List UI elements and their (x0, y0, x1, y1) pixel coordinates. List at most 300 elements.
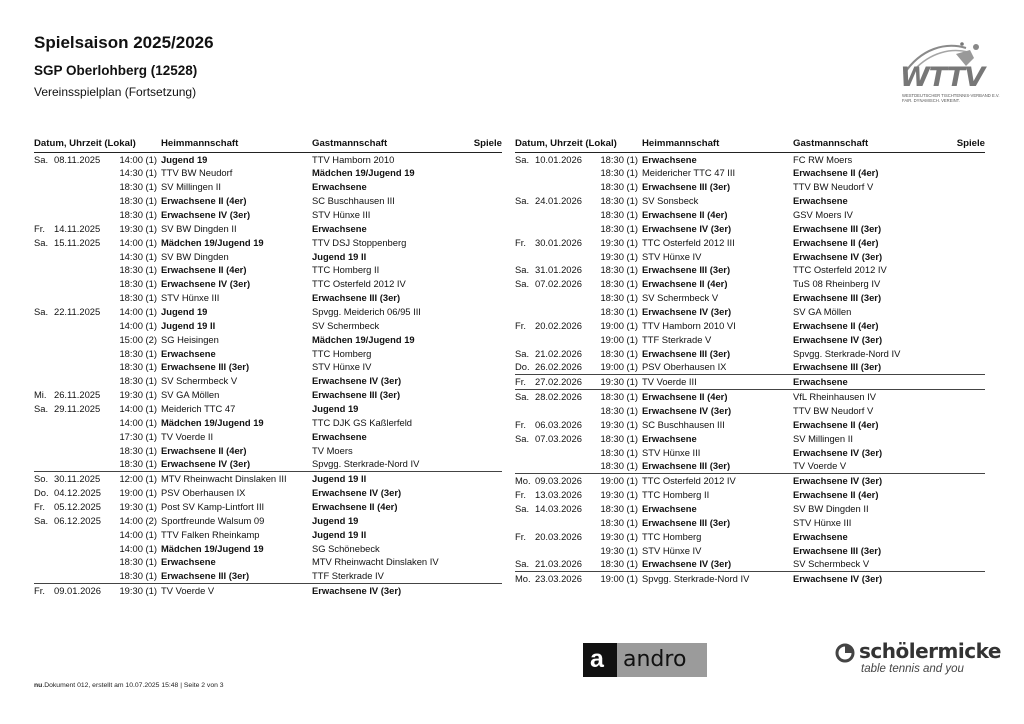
date-cell (535, 544, 587, 558)
date-cell: 30.01.2026 (535, 236, 582, 248)
games-cell (467, 152, 502, 166)
table-row (34, 430, 502, 444)
time-cell: 14:00 (2) (119, 514, 157, 526)
home-team-cell: STV Hünxe III (642, 446, 701, 458)
weekday-cell (515, 180, 535, 194)
time-cell: 18:30 (1) (119, 181, 157, 193)
wttv-logo-letters: WTTV (900, 62, 985, 93)
date-cell (535, 404, 587, 418)
guest-team-cell: TuS 08 Rheinberg IV (793, 278, 881, 290)
home-team-cell: Erwachsene II (4er) (642, 278, 728, 290)
date-cell (535, 291, 587, 305)
andro-mark-letter: a (590, 645, 604, 673)
date-cell: 10.01.2026 (535, 152, 587, 166)
home-team-cell: PSV Oberhausen IX (161, 487, 246, 499)
date-cell: 20.02.2026 (535, 319, 582, 331)
time-cell: 19:30 (1) (106, 584, 161, 598)
games-cell (948, 530, 985, 544)
date-cell (54, 180, 106, 194)
guest-team-cell: SV Schermbeck (312, 319, 380, 331)
weekday-cell: Sa. (515, 195, 530, 207)
time-cell: 18:30 (1) (600, 516, 638, 528)
games-cell (948, 180, 985, 194)
games-cell (467, 180, 502, 194)
home-team-cell: SV Schermbeck V (161, 375, 238, 387)
table-row (515, 208, 985, 222)
guest-team-cell: Erwachsene (312, 181, 367, 193)
time-cell: 18:30 (1) (587, 390, 642, 404)
weekday-cell: Sa. (515, 390, 535, 404)
table-row (34, 263, 502, 277)
home-team-cell: SV Schermbeck V (642, 292, 719, 304)
date-cell (54, 194, 106, 208)
home-team-cell: SG Heisingen (161, 333, 219, 345)
guest-team-cell: Erwachsene IV (3er) (793, 250, 883, 262)
guest-team-cell: Jugend 19 II (312, 472, 467, 486)
games-cell (467, 277, 502, 291)
home-team-cell: Jugend 19 (161, 152, 312, 166)
guest-team-cell: SV GA Möllen (793, 305, 852, 317)
games-cell (948, 446, 985, 460)
home-team-cell: SV GA Möllen (161, 389, 220, 401)
guest-team-cell: Erwachsene III (3er) (312, 389, 401, 401)
club-name: SGP Oberlohberg (12528) (34, 63, 198, 78)
time-cell: 14:00 (1) (119, 416, 157, 428)
home-team-cell: Erwachsene IV (3er) (161, 208, 251, 220)
date-cell: 07.02.2026 (535, 278, 582, 290)
time-cell: 18:30 (1) (600, 432, 638, 444)
weekday-cell (34, 166, 54, 180)
col-date-header: Datum, Uhrzeit (Lokal) (34, 137, 161, 152)
weekday-cell (34, 374, 54, 388)
guest-team-cell: Jugend 19 II (312, 250, 367, 262)
table-row (34, 250, 502, 264)
table-row (34, 402, 502, 416)
weekday-cell (34, 416, 54, 430)
home-team-cell: Erwachsene IV (3er) (642, 404, 732, 416)
home-team-cell: Spvgg. Sterkrade-Nord IV (642, 572, 793, 586)
games-cell (948, 418, 985, 432)
games-cell (467, 444, 502, 458)
date-cell: 09.03.2026 (535, 474, 587, 488)
table-row (515, 319, 985, 333)
guest-team-cell: Jugend 19 II (312, 528, 367, 540)
games-cell (948, 152, 985, 166)
guest-team-cell: Erwachsene (793, 375, 948, 390)
date-cell: 27.02.2026 (535, 375, 587, 390)
guest-team-cell: Erwachsene IV (3er) (793, 446, 883, 458)
home-team-cell: Erwachsene III (3er) (642, 181, 731, 193)
date-cell: 24.01.2026 (535, 195, 582, 207)
table-row (515, 488, 985, 502)
date-cell (54, 319, 106, 333)
weekday-cell: Fr. (34, 222, 45, 234)
date-cell (54, 555, 106, 569)
date-cell: 23.03.2026 (535, 572, 587, 586)
guest-team-cell: TTV DSJ Stoppenberg (312, 236, 407, 248)
season-title: Spielsaison 2025/2026 (34, 33, 214, 52)
date-cell: 09.01.2026 (54, 584, 106, 598)
guest-team-cell: Erwachsene (793, 195, 848, 207)
table-row (34, 180, 502, 194)
table-header-row (34, 137, 502, 152)
date-cell (54, 444, 106, 458)
table-row (515, 557, 985, 571)
table-row (515, 516, 985, 530)
home-team-cell: Erwachsene (642, 152, 793, 166)
games-cell (948, 360, 985, 374)
col-home-header: Heimmannschaft (161, 137, 312, 152)
home-team-cell: Erwachsene II (4er) (642, 208, 728, 220)
table-row (34, 457, 502, 471)
weekday-cell (34, 430, 54, 444)
table-row (34, 360, 502, 374)
games-cell (467, 236, 502, 250)
games-cell (948, 474, 985, 488)
games-cell (467, 555, 502, 569)
weekday-cell: Fr. (515, 375, 535, 390)
weekday-cell (515, 459, 535, 473)
guest-team-cell: Erwachsene III (3er) (793, 222, 882, 234)
table-row (34, 569, 502, 583)
games-cell (948, 375, 985, 390)
guest-team-cell: TTC Osterfeld 2012 IV (793, 264, 887, 276)
guest-team-cell: TTV BW Neudorf V (793, 404, 874, 416)
table-row (34, 222, 502, 236)
time-cell: 18:30 (1) (600, 208, 638, 220)
games-cell (467, 528, 502, 542)
table-row (34, 152, 502, 166)
weekday-cell: Sa. (34, 236, 49, 248)
home-team-cell: Erwachsene IV (3er) (642, 222, 732, 234)
weekday-cell (34, 347, 54, 361)
guest-team-cell: TTV Hamborn 2010 (312, 152, 467, 166)
table-row (34, 347, 502, 361)
schoelermicke-sponsor-logo (835, 639, 1010, 681)
table-row (515, 152, 985, 166)
date-cell (54, 333, 106, 347)
home-team-cell: Sportfreunde Walsum 09 (161, 514, 265, 526)
table-row (515, 572, 985, 586)
table-row (515, 502, 985, 516)
home-team-cell: SV Millingen II (161, 181, 221, 193)
home-team-cell: SV BW Dingden (161, 250, 229, 262)
home-team-cell: TTC Homberg (642, 530, 702, 542)
time-cell: 18:30 (1) (600, 167, 638, 179)
wttv-logo (896, 38, 1000, 103)
weekday-cell (515, 291, 535, 305)
games-cell (467, 416, 502, 430)
games-cell (948, 390, 985, 404)
table-row (515, 236, 985, 250)
weekday-cell (34, 319, 54, 333)
guest-team-cell: Spvgg. Meiderich 06/95 III (312, 305, 421, 317)
date-cell (54, 430, 106, 444)
guest-team-cell: TTC DJK GS Kaßlerfeld (312, 416, 413, 428)
date-cell: 14.11.2025 (54, 222, 101, 234)
weekday-cell: Sa. (515, 152, 535, 166)
time-cell: 14:00 (1) (119, 236, 157, 248)
schoelermicke-tagline: table tennis and you (861, 663, 964, 675)
date-cell (54, 542, 106, 556)
date-cell (54, 374, 106, 388)
games-cell (467, 291, 502, 305)
weekday-cell (34, 194, 54, 208)
time-cell: 19:30 (1) (119, 389, 157, 401)
weekday-cell (34, 555, 54, 569)
guest-team-cell: Spvgg. Sterkrade-Nord IV (312, 458, 420, 470)
games-cell (948, 333, 985, 347)
games-cell (948, 236, 985, 250)
games-cell (948, 404, 985, 418)
home-team-cell: Erwachsene III (3er) (642, 264, 731, 276)
date-cell: 06.12.2025 (54, 514, 101, 526)
home-team-cell: Jugend 19 (161, 305, 208, 317)
home-team-cell: TTV Falken Rheinkamp (161, 528, 260, 540)
table-row (515, 347, 985, 361)
guest-team-cell: TTV BW Neudorf V (793, 181, 874, 193)
weekday-cell (34, 569, 54, 583)
time-cell: 18:30 (1) (119, 347, 157, 359)
home-team-cell: Erwachsene (642, 432, 697, 444)
games-cell (467, 305, 502, 319)
time-cell: 19:00 (1) (600, 333, 638, 345)
date-cell (535, 180, 587, 194)
games-cell (467, 402, 502, 416)
games-cell (467, 374, 502, 388)
home-team-cell: TTC Homberg II (642, 489, 710, 501)
games-cell (467, 430, 502, 444)
wttv-subline-1: WESTDEUTSCHER TISCHTENNIS-VERBAND E.V. (902, 93, 1000, 98)
home-team-cell: Post SV Kamp-Lintfort III (161, 500, 265, 512)
weekday-cell: Mo. (515, 572, 535, 586)
weekday-cell: Fr. (34, 584, 54, 598)
time-cell: 18:30 (1) (600, 558, 638, 570)
weekday-cell: Sa. (34, 152, 54, 166)
time-cell: 18:30 (1) (119, 458, 157, 470)
home-team-cell: Mädchen 19/Jugend 19 (161, 416, 264, 428)
schedule-table-left (34, 137, 502, 598)
weekday-cell: Do. (34, 487, 49, 499)
guest-team-cell: Spvgg. Sterkrade-Nord IV (793, 347, 901, 359)
home-team-cell: Erwachsene III (3er) (642, 460, 731, 472)
games-cell (948, 250, 985, 264)
weekday-cell (34, 250, 54, 264)
home-team-cell: Meidericher TTC 47 III (642, 167, 736, 179)
time-cell: 18:30 (1) (600, 222, 638, 234)
home-team-cell: Erwachsene IV (3er) (642, 558, 732, 570)
games-cell (948, 277, 985, 291)
col-guest-header: Gastmannschaft (312, 137, 467, 152)
table-row (515, 333, 985, 347)
table-row (515, 530, 985, 544)
table-row (34, 444, 502, 458)
time-cell: 19:30 (1) (600, 250, 638, 262)
table-row (34, 319, 502, 333)
time-cell: 18:30 (1) (600, 292, 638, 304)
home-team-cell: TTC Osterfeld 2012 III (642, 236, 735, 248)
guest-team-cell: Erwachsene (312, 430, 367, 442)
weekday-cell: Sa. (515, 432, 530, 444)
table-row (34, 584, 502, 598)
guest-team-cell: Jugend 19 (312, 514, 359, 526)
time-cell: 18:30 (1) (600, 305, 638, 317)
guest-team-cell: Erwachsene II (4er) (793, 167, 879, 179)
guest-team-cell: VfL Rheinhausen IV (793, 390, 948, 404)
home-team-cell: MTV Rheinwacht Dinslaken III (161, 472, 312, 486)
document-footer (34, 682, 224, 689)
wttv-subline-2: FAIR. DYNAMISCH. VEREINT. (902, 98, 960, 103)
games-cell (948, 208, 985, 222)
games-cell (948, 319, 985, 333)
date-cell (535, 208, 587, 222)
home-team-cell: TTF Sterkrade V (642, 333, 712, 345)
games-cell (948, 516, 985, 530)
games-cell (948, 557, 985, 571)
weekday-cell: Do. (515, 361, 530, 373)
date-cell: 21.02.2026 (535, 347, 582, 359)
date-cell: 22.11.2025 (54, 305, 101, 317)
guest-team-cell: STV Hünxe III (793, 516, 852, 528)
table-row (515, 418, 985, 432)
plan-subtitle: Vereinsspielplan (Fortsetzung) (34, 85, 197, 99)
home-team-cell: SV BW Dingden II (161, 222, 237, 234)
date-cell: 20.03.2026 (535, 530, 582, 542)
time-cell: 19:00 (1) (119, 487, 157, 499)
weekday-cell: Fr. (515, 489, 526, 501)
guest-team-cell: Jugend 19 (312, 402, 359, 414)
guest-team-cell: TTF Sterkrade IV (312, 570, 384, 582)
table-row (515, 291, 985, 305)
weekday-cell: Sa. (34, 514, 49, 526)
weekday-cell (34, 528, 54, 542)
guest-team-cell: FC RW Moers (793, 152, 948, 166)
guest-team-cell: SV BW Dingden II (793, 502, 869, 514)
home-team-cell: Erwachsene III (3er) (161, 361, 250, 373)
weekday-cell: Sa. (515, 278, 530, 290)
home-team-cell: STV Hünxe IV (642, 544, 702, 556)
table-row (34, 166, 502, 180)
weekday-cell (515, 305, 535, 319)
wttv-logo-subline (902, 93, 1000, 103)
home-team-cell: Mädchen 19/Jugend 19 (161, 236, 264, 248)
time-cell: 14:00 (1) (119, 305, 157, 317)
date-cell (54, 291, 106, 305)
guest-team-cell: SG Schönebeck (312, 542, 380, 554)
games-cell (948, 488, 985, 502)
table-row (515, 360, 985, 374)
games-cell (948, 305, 985, 319)
table-row (515, 404, 985, 418)
games-cell (467, 500, 502, 514)
weekday-cell (34, 263, 54, 277)
time-cell: 18:30 (1) (119, 278, 157, 290)
guest-team-cell: Mädchen 19/Jugend 19 (312, 167, 415, 179)
home-team-cell: Erwachsene III (3er) (642, 516, 731, 528)
table-row (515, 166, 985, 180)
guest-team-cell: TTC Homberg II (312, 264, 380, 276)
time-cell: 18:30 (1) (600, 502, 638, 514)
home-team-cell: TV Voerde II (161, 430, 214, 442)
weekday-cell (515, 222, 535, 236)
table-row (34, 277, 502, 291)
games-cell (467, 388, 502, 402)
guest-team-cell: Erwachsene III (3er) (793, 292, 882, 304)
col-guest-header: Gastmannschaft (793, 137, 948, 152)
weekday-cell (34, 457, 54, 471)
weekday-cell (515, 446, 535, 460)
time-cell: 18:30 (1) (119, 264, 157, 276)
home-team-cell: Erwachsene II (4er) (161, 444, 247, 456)
home-team-cell: STV Hünxe IV (642, 250, 702, 262)
date-cell: 04.12.2025 (54, 487, 101, 499)
time-cell: 18:30 (1) (600, 264, 638, 276)
weekday-cell (515, 404, 535, 418)
date-cell (54, 457, 106, 471)
games-cell (948, 572, 985, 586)
time-cell: 18:30 (1) (600, 181, 638, 193)
guest-team-cell: Erwachsene IV (3er) (312, 375, 402, 387)
date-cell: 06.03.2026 (535, 418, 582, 430)
home-team-cell: Erwachsene IV (3er) (642, 305, 732, 317)
date-cell: 28.02.2026 (535, 390, 587, 404)
schoelermicke-swirl-icon (835, 643, 855, 663)
games-cell (948, 347, 985, 361)
time-cell: 14:00 (1) (119, 528, 157, 540)
table-row (34, 208, 502, 222)
home-team-cell: Erwachsene IV (3er) (161, 458, 251, 470)
games-cell (948, 459, 985, 473)
date-cell (54, 208, 106, 222)
table-row (515, 459, 985, 473)
games-cell (467, 222, 502, 236)
table-row (34, 542, 502, 556)
games-cell (467, 319, 502, 333)
time-cell: 19:00 (1) (587, 474, 642, 488)
table-row (515, 277, 985, 291)
date-cell (54, 528, 106, 542)
date-cell (535, 446, 587, 460)
games-cell (467, 486, 502, 500)
time-cell: 19:30 (1) (600, 418, 638, 430)
guest-team-cell: Erwachsene (312, 222, 367, 234)
date-cell (535, 250, 587, 264)
weekday-cell (34, 180, 54, 194)
games-cell (467, 542, 502, 556)
guest-team-cell: Erwachsene IV (3er) (312, 584, 467, 598)
games-cell (467, 457, 502, 471)
table-row (515, 180, 985, 194)
guest-team-cell: Mädchen 19/Jugend 19 (312, 333, 415, 345)
games-cell (467, 472, 502, 486)
date-cell: 29.11.2025 (54, 402, 101, 414)
table-header-row (515, 137, 985, 152)
guest-team-cell: STV Hünxe IV (312, 361, 372, 373)
home-team-cell: Erwachsene III (3er) (161, 570, 250, 582)
guest-team-cell: MTV Rheinwacht Dinslaken IV (312, 556, 439, 568)
table-row (515, 375, 985, 390)
date-cell (535, 459, 587, 473)
games-cell (467, 333, 502, 347)
home-team-cell: Erwachsene (161, 556, 216, 568)
date-cell: 05.12.2025 (54, 500, 101, 512)
games-cell (467, 347, 502, 361)
footer-brand: nu (34, 682, 43, 689)
home-team-cell: SV Sonsbeck (642, 195, 699, 207)
time-cell: 19:30 (1) (119, 222, 157, 234)
time-cell: 18:30 (1) (119, 444, 157, 456)
time-cell: 19:30 (1) (600, 544, 638, 556)
